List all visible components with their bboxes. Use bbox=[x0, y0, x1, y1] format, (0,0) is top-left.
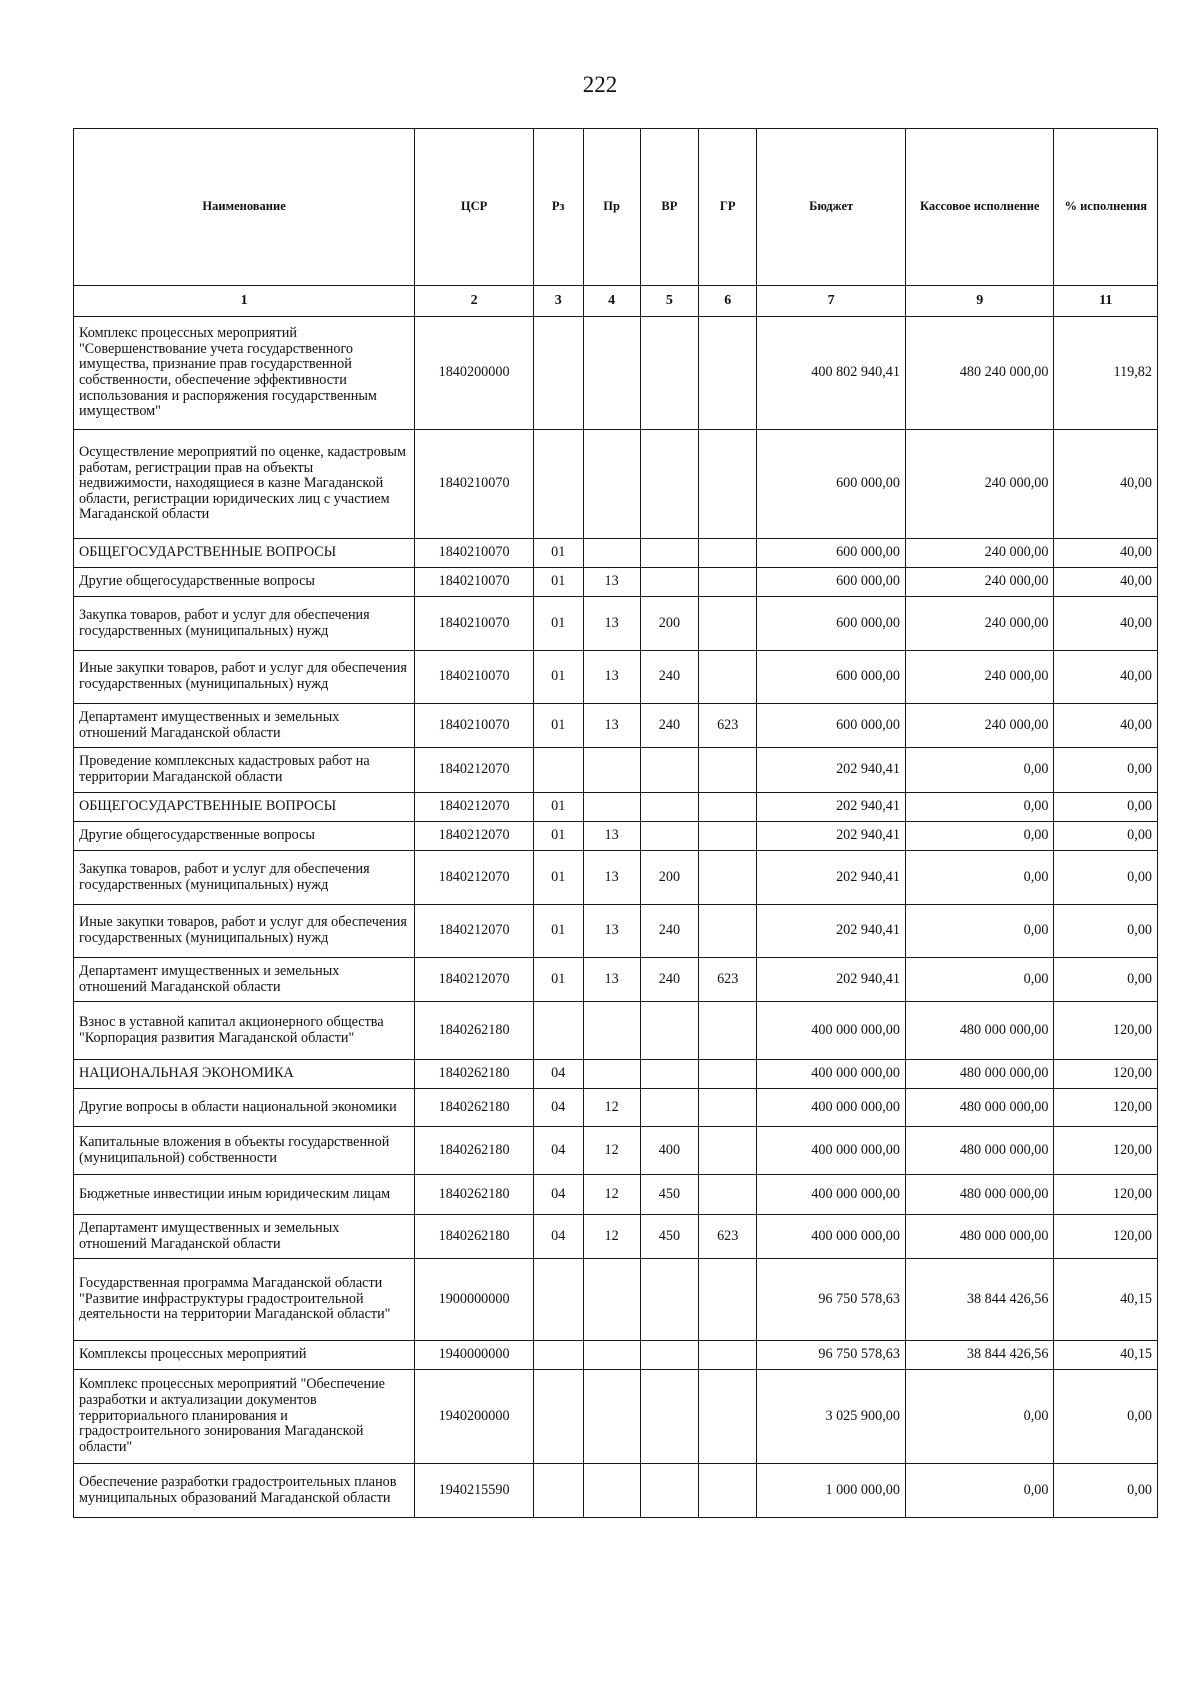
header-csr: ЦСР bbox=[415, 129, 534, 286]
row-vr-cell: 450 bbox=[640, 1175, 698, 1215]
table-row bbox=[74, 1259, 1158, 1341]
table-row bbox=[74, 748, 1158, 793]
row-budget-cell: 202 940,41 bbox=[757, 851, 906, 905]
row-pr-cell bbox=[583, 1370, 640, 1464]
row-pr-cell: 13 bbox=[583, 597, 640, 651]
row-name-cell: Государственная программа Магаданской области "Развитие инфраструктуры градостроительной деятельности на территории Магаданской области" bbox=[74, 1259, 415, 1341]
row-rz-cell: 01 bbox=[534, 958, 584, 1002]
row-budget-cell: 96 750 578,63 bbox=[757, 1341, 906, 1370]
row-gr-cell bbox=[699, 1341, 757, 1370]
row-execution-percent-cell: 120,00 bbox=[1054, 1060, 1158, 1089]
table-row bbox=[74, 1370, 1158, 1464]
row-vr-cell bbox=[640, 1341, 698, 1370]
row-rz-cell: 01 bbox=[534, 597, 584, 651]
row-pr-cell bbox=[583, 430, 640, 539]
row-cash-execution-cell: 480 000 000,00 bbox=[905, 1060, 1054, 1089]
row-pr-cell: 12 bbox=[583, 1089, 640, 1127]
row-vr-cell bbox=[640, 430, 698, 539]
row-rz-cell: 01 bbox=[534, 704, 584, 748]
table-row bbox=[74, 1215, 1158, 1259]
header-cash-execution: Кассовое исполнение bbox=[905, 129, 1054, 286]
row-execution-percent-cell: 40,15 bbox=[1054, 1259, 1158, 1341]
column-number: 6 bbox=[699, 286, 757, 317]
row-rz-cell: 04 bbox=[534, 1060, 584, 1089]
row-csr-cell: 1840200000 bbox=[415, 317, 534, 430]
row-pr-cell: 13 bbox=[583, 905, 640, 958]
row-vr-cell bbox=[640, 1002, 698, 1060]
row-execution-percent-cell: 0,00 bbox=[1054, 958, 1158, 1002]
row-csr-cell: 1840212070 bbox=[415, 905, 534, 958]
row-cash-execution-cell: 480 000 000,00 bbox=[905, 1089, 1054, 1127]
row-name-cell: Комплексы процессных мероприятий bbox=[74, 1341, 415, 1370]
table-row bbox=[74, 793, 1158, 822]
row-vr-cell: 240 bbox=[640, 958, 698, 1002]
row-budget-cell: 96 750 578,63 bbox=[757, 1259, 906, 1341]
row-vr-cell bbox=[640, 1259, 698, 1341]
table-row bbox=[74, 704, 1158, 748]
row-execution-percent-cell: 120,00 bbox=[1054, 1215, 1158, 1259]
row-gr-cell bbox=[699, 793, 757, 822]
row-execution-percent-cell: 40,00 bbox=[1054, 704, 1158, 748]
row-rz-cell: 01 bbox=[534, 822, 584, 851]
row-vr-cell: 200 bbox=[640, 851, 698, 905]
row-name-cell: ОБЩЕГОСУДАРСТВЕННЫЕ ВОПРОСЫ bbox=[74, 793, 415, 822]
row-gr-cell: 623 bbox=[699, 958, 757, 1002]
row-gr-cell: 623 bbox=[699, 1215, 757, 1259]
row-vr-cell bbox=[640, 748, 698, 793]
table-row bbox=[74, 568, 1158, 597]
row-vr-cell bbox=[640, 1060, 698, 1089]
row-gr-cell bbox=[699, 1370, 757, 1464]
row-vr-cell bbox=[640, 1370, 698, 1464]
row-execution-percent-cell: 0,00 bbox=[1054, 748, 1158, 793]
header-rz: Рз bbox=[534, 129, 584, 286]
budget-execution-table bbox=[73, 128, 1158, 1518]
row-csr-cell: 1840262180 bbox=[415, 1060, 534, 1089]
row-budget-cell: 202 940,41 bbox=[757, 793, 906, 822]
row-name-cell: ОБЩЕГОСУДАРСТВЕННЫЕ ВОПРОСЫ bbox=[74, 539, 415, 568]
row-gr-cell bbox=[699, 539, 757, 568]
row-pr-cell bbox=[583, 317, 640, 430]
row-rz-cell: 04 bbox=[534, 1127, 584, 1175]
row-cash-execution-cell: 480 000 000,00 bbox=[905, 1175, 1054, 1215]
header-vr: ВР bbox=[640, 129, 698, 286]
row-execution-percent-cell: 0,00 bbox=[1054, 1370, 1158, 1464]
row-cash-execution-cell: 38 844 426,56 bbox=[905, 1259, 1054, 1341]
row-gr-cell: 623 bbox=[699, 704, 757, 748]
row-pr-cell bbox=[583, 1341, 640, 1370]
row-execution-percent-cell: 40,00 bbox=[1054, 539, 1158, 568]
row-vr-cell: 450 bbox=[640, 1215, 698, 1259]
row-csr-cell: 1840210070 bbox=[415, 651, 534, 704]
row-vr-cell: 200 bbox=[640, 597, 698, 651]
row-gr-cell bbox=[699, 1464, 757, 1518]
column-number: 3 bbox=[534, 286, 584, 317]
row-gr-cell bbox=[699, 1175, 757, 1215]
row-csr-cell: 1840262180 bbox=[415, 1215, 534, 1259]
row-cash-execution-cell: 0,00 bbox=[905, 851, 1054, 905]
row-budget-cell: 400 000 000,00 bbox=[757, 1002, 906, 1060]
row-vr-cell: 400 bbox=[640, 1127, 698, 1175]
row-csr-cell: 1840212070 bbox=[415, 851, 534, 905]
row-name-cell: Департамент имущественных и земельных отношений Магаданской области bbox=[74, 958, 415, 1002]
column-number: 9 bbox=[905, 286, 1054, 317]
table-row bbox=[74, 651, 1158, 704]
table-row bbox=[74, 597, 1158, 651]
row-name-cell: Иные закупки товаров, работ и услуг для обеспечения государственных (муниципальных) нужд bbox=[74, 651, 415, 704]
row-vr-cell: 240 bbox=[640, 905, 698, 958]
row-gr-cell bbox=[699, 1127, 757, 1175]
table-row bbox=[74, 1002, 1158, 1060]
table-row bbox=[74, 1464, 1158, 1518]
row-budget-cell: 3 025 900,00 bbox=[757, 1370, 906, 1464]
header-row bbox=[74, 129, 1158, 286]
column-number: 7 bbox=[757, 286, 906, 317]
row-csr-cell: 1840210070 bbox=[415, 704, 534, 748]
row-rz-cell bbox=[534, 1464, 584, 1518]
row-rz-cell bbox=[534, 1370, 584, 1464]
row-cash-execution-cell: 0,00 bbox=[905, 905, 1054, 958]
row-gr-cell bbox=[699, 1089, 757, 1127]
row-gr-cell bbox=[699, 905, 757, 958]
header-budget: Бюджет bbox=[757, 129, 906, 286]
row-execution-percent-cell: 40,00 bbox=[1054, 651, 1158, 704]
row-budget-cell: 400 000 000,00 bbox=[757, 1175, 906, 1215]
row-budget-cell: 600 000,00 bbox=[757, 597, 906, 651]
row-csr-cell: 1900000000 bbox=[415, 1259, 534, 1341]
row-cash-execution-cell: 240 000,00 bbox=[905, 430, 1054, 539]
column-number: 2 bbox=[415, 286, 534, 317]
row-execution-percent-cell: 0,00 bbox=[1054, 905, 1158, 958]
row-name-cell: Осуществление мероприятий по оценке, кадастровым работам, регистрации прав на объекты недвижимости, находящиеся в казне Магаданской области, регистрации юридических лиц с участием Магаданской области bbox=[74, 430, 415, 539]
row-cash-execution-cell: 240 000,00 bbox=[905, 568, 1054, 597]
row-pr-cell bbox=[583, 1060, 640, 1089]
row-execution-percent-cell: 40,00 bbox=[1054, 568, 1158, 597]
row-name-cell: Закупка товаров, работ и услуг для обеспечения государственных (муниципальных) нужд bbox=[74, 851, 415, 905]
row-cash-execution-cell: 0,00 bbox=[905, 793, 1054, 822]
row-execution-percent-cell: 120,00 bbox=[1054, 1175, 1158, 1215]
row-budget-cell: 1 000 000,00 bbox=[757, 1464, 906, 1518]
row-gr-cell bbox=[699, 317, 757, 430]
row-budget-cell: 202 940,41 bbox=[757, 748, 906, 793]
row-execution-percent-cell: 40,15 bbox=[1054, 1341, 1158, 1370]
row-cash-execution-cell: 480 000 000,00 bbox=[905, 1002, 1054, 1060]
row-cash-execution-cell: 480 240 000,00 bbox=[905, 317, 1054, 430]
row-pr-cell: 13 bbox=[583, 851, 640, 905]
row-name-cell: Иные закупки товаров, работ и услуг для обеспечения государственных (муниципальных) нужд bbox=[74, 905, 415, 958]
row-budget-cell: 202 940,41 bbox=[757, 958, 906, 1002]
row-rz-cell: 01 bbox=[534, 539, 584, 568]
row-budget-cell: 600 000,00 bbox=[757, 651, 906, 704]
row-csr-cell: 1840262180 bbox=[415, 1175, 534, 1215]
row-execution-percent-cell: 40,00 bbox=[1054, 430, 1158, 539]
header-execution-percent: % исполнения bbox=[1054, 129, 1158, 286]
row-name-cell: Капитальные вложения в объекты государственной (муниципальной) собственности bbox=[74, 1127, 415, 1175]
row-name-cell: Департамент имущественных и земельных отношений Магаданской области bbox=[74, 704, 415, 748]
row-gr-cell bbox=[699, 651, 757, 704]
row-pr-cell bbox=[583, 1002, 640, 1060]
row-gr-cell bbox=[699, 851, 757, 905]
row-rz-cell: 01 bbox=[534, 793, 584, 822]
row-csr-cell: 1840210070 bbox=[415, 568, 534, 597]
row-gr-cell bbox=[699, 1002, 757, 1060]
header-gr: ГР bbox=[699, 129, 757, 286]
row-pr-cell bbox=[583, 1464, 640, 1518]
row-name-cell: Другие общегосударственные вопросы bbox=[74, 822, 415, 851]
table-row bbox=[74, 539, 1158, 568]
row-execution-percent-cell: 120,00 bbox=[1054, 1002, 1158, 1060]
row-csr-cell: 1940200000 bbox=[415, 1370, 534, 1464]
row-name-cell: Комплекс процессных мероприятий "Обеспечение разработки и актуализации документов территориального планирования и градостроительного зонирования Магаданской области" bbox=[74, 1370, 415, 1464]
row-vr-cell: 240 bbox=[640, 651, 698, 704]
row-rz-cell: 04 bbox=[534, 1215, 584, 1259]
row-gr-cell bbox=[699, 822, 757, 851]
table-row bbox=[74, 958, 1158, 1002]
row-vr-cell bbox=[640, 1089, 698, 1127]
row-execution-percent-cell: 120,00 bbox=[1054, 1089, 1158, 1127]
row-rz-cell bbox=[534, 748, 584, 793]
row-cash-execution-cell: 0,00 bbox=[905, 958, 1054, 1002]
table-row bbox=[74, 1175, 1158, 1215]
row-name-cell: Бюджетные инвестиции иным юридическим лицам bbox=[74, 1175, 415, 1215]
row-csr-cell: 1840262180 bbox=[415, 1002, 534, 1060]
row-pr-cell: 12 bbox=[583, 1175, 640, 1215]
row-cash-execution-cell: 38 844 426,56 bbox=[905, 1341, 1054, 1370]
row-csr-cell: 1840262180 bbox=[415, 1089, 534, 1127]
row-rz-cell: 01 bbox=[534, 851, 584, 905]
row-vr-cell bbox=[640, 1464, 698, 1518]
row-budget-cell: 400 000 000,00 bbox=[757, 1089, 906, 1127]
row-budget-cell: 400 000 000,00 bbox=[757, 1060, 906, 1089]
table-row bbox=[74, 1089, 1158, 1127]
row-budget-cell: 600 000,00 bbox=[757, 704, 906, 748]
row-cash-execution-cell: 240 000,00 bbox=[905, 651, 1054, 704]
row-name-cell: Проведение комплексных кадастровых работ на территории Магаданской области bbox=[74, 748, 415, 793]
table-row bbox=[74, 851, 1158, 905]
row-budget-cell: 600 000,00 bbox=[757, 539, 906, 568]
row-budget-cell: 400 000 000,00 bbox=[757, 1127, 906, 1175]
row-execution-percent-cell: 0,00 bbox=[1054, 793, 1158, 822]
row-cash-execution-cell: 0,00 bbox=[905, 748, 1054, 793]
row-rz-cell bbox=[534, 1341, 584, 1370]
row-pr-cell bbox=[583, 793, 640, 822]
row-execution-percent-cell: 40,00 bbox=[1054, 597, 1158, 651]
row-rz-cell: 04 bbox=[534, 1089, 584, 1127]
row-csr-cell: 1840210070 bbox=[415, 430, 534, 539]
row-execution-percent-cell: 0,00 bbox=[1054, 1464, 1158, 1518]
table-row bbox=[74, 905, 1158, 958]
row-csr-cell: 1840212070 bbox=[415, 748, 534, 793]
row-vr-cell bbox=[640, 317, 698, 430]
row-pr-cell: 12 bbox=[583, 1127, 640, 1175]
row-rz-cell: 01 bbox=[534, 651, 584, 704]
row-rz-cell: 01 bbox=[534, 568, 584, 597]
column-number: 5 bbox=[640, 286, 698, 317]
row-budget-cell: 400 802 940,41 bbox=[757, 317, 906, 430]
row-csr-cell: 1840210070 bbox=[415, 539, 534, 568]
column-number: 4 bbox=[583, 286, 640, 317]
row-pr-cell bbox=[583, 539, 640, 568]
row-pr-cell bbox=[583, 1259, 640, 1341]
row-csr-cell: 1940215590 bbox=[415, 1464, 534, 1518]
row-csr-cell: 1940000000 bbox=[415, 1341, 534, 1370]
row-cash-execution-cell: 0,00 bbox=[905, 822, 1054, 851]
row-csr-cell: 1840212070 bbox=[415, 793, 534, 822]
row-gr-cell bbox=[699, 597, 757, 651]
row-budget-cell: 400 000 000,00 bbox=[757, 1215, 906, 1259]
column-number: 11 bbox=[1054, 286, 1158, 317]
column-number: 1 bbox=[74, 286, 415, 317]
table-row bbox=[74, 1127, 1158, 1175]
table-row bbox=[74, 1060, 1158, 1089]
row-pr-cell: 13 bbox=[583, 704, 640, 748]
row-budget-cell: 202 940,41 bbox=[757, 822, 906, 851]
row-cash-execution-cell: 480 000 000,00 bbox=[905, 1215, 1054, 1259]
row-name-cell: Комплекс процессных мероприятий "Совершенствование учета государственного имущества, признание прав государственной собственности, обеспечение эффективности использования и распоряжения государственным имуществом" bbox=[74, 317, 415, 430]
table-body bbox=[74, 317, 1158, 1518]
table-row bbox=[74, 1341, 1158, 1370]
row-cash-execution-cell: 0,00 bbox=[905, 1464, 1054, 1518]
row-execution-percent-cell: 0,00 bbox=[1054, 851, 1158, 905]
row-pr-cell: 12 bbox=[583, 1215, 640, 1259]
row-cash-execution-cell: 480 000 000,00 bbox=[905, 1127, 1054, 1175]
row-vr-cell bbox=[640, 568, 698, 597]
row-budget-cell: 600 000,00 bbox=[757, 568, 906, 597]
row-pr-cell: 13 bbox=[583, 822, 640, 851]
row-vr-cell: 240 bbox=[640, 704, 698, 748]
row-name-cell: НАЦИОНАЛЬНАЯ ЭКОНОМИКА bbox=[74, 1060, 415, 1089]
row-vr-cell bbox=[640, 539, 698, 568]
row-name-cell: Закупка товаров, работ и услуг для обеспечения государственных (муниципальных) нужд bbox=[74, 597, 415, 651]
row-csr-cell: 1840210070 bbox=[415, 597, 534, 651]
row-gr-cell bbox=[699, 568, 757, 597]
row-pr-cell bbox=[583, 748, 640, 793]
row-pr-cell: 13 bbox=[583, 958, 640, 1002]
row-cash-execution-cell: 240 000,00 bbox=[905, 597, 1054, 651]
row-execution-percent-cell: 0,00 bbox=[1054, 822, 1158, 851]
row-name-cell: Другие общегосударственные вопросы bbox=[74, 568, 415, 597]
row-name-cell: Взнос в уставной капитал акционерного общества "Корпорация развития Магаданской области" bbox=[74, 1002, 415, 1060]
row-vr-cell bbox=[640, 793, 698, 822]
table-row bbox=[74, 317, 1158, 430]
row-pr-cell: 13 bbox=[583, 568, 640, 597]
row-name-cell: Обеспечение разработки градостроительных планов муниципальных образований Магаданской области bbox=[74, 1464, 415, 1518]
row-pr-cell: 13 bbox=[583, 651, 640, 704]
row-gr-cell bbox=[699, 1060, 757, 1089]
row-execution-percent-cell: 120,00 bbox=[1054, 1127, 1158, 1175]
row-gr-cell bbox=[699, 1259, 757, 1341]
row-name-cell: Департамент имущественных и земельных отношений Магаданской области bbox=[74, 1215, 415, 1259]
header-name: Наименование bbox=[74, 129, 415, 286]
row-rz-cell bbox=[534, 1259, 584, 1341]
table-row bbox=[74, 430, 1158, 539]
row-execution-percent-cell: 119,82 bbox=[1054, 317, 1158, 430]
row-budget-cell: 600 000,00 bbox=[757, 430, 906, 539]
row-csr-cell: 1840262180 bbox=[415, 1127, 534, 1175]
row-rz-cell: 04 bbox=[534, 1175, 584, 1215]
table-row bbox=[74, 822, 1158, 851]
row-gr-cell bbox=[699, 430, 757, 539]
row-cash-execution-cell: 0,00 bbox=[905, 1370, 1054, 1464]
header-pr: Пр bbox=[583, 129, 640, 286]
row-budget-cell: 202 940,41 bbox=[757, 905, 906, 958]
row-rz-cell: 01 bbox=[534, 905, 584, 958]
row-vr-cell bbox=[640, 822, 698, 851]
row-csr-cell: 1840212070 bbox=[415, 958, 534, 1002]
row-name-cell: Другие вопросы в области национальной экономики bbox=[74, 1089, 415, 1127]
page-number: 222 bbox=[582, 72, 618, 97]
row-cash-execution-cell: 240 000,00 bbox=[905, 704, 1054, 748]
row-rz-cell bbox=[534, 1002, 584, 1060]
column-number-row bbox=[74, 286, 1158, 317]
row-gr-cell bbox=[699, 748, 757, 793]
row-rz-cell bbox=[534, 430, 584, 539]
row-cash-execution-cell: 240 000,00 bbox=[905, 539, 1054, 568]
row-csr-cell: 1840212070 bbox=[415, 822, 534, 851]
row-rz-cell bbox=[534, 317, 584, 430]
